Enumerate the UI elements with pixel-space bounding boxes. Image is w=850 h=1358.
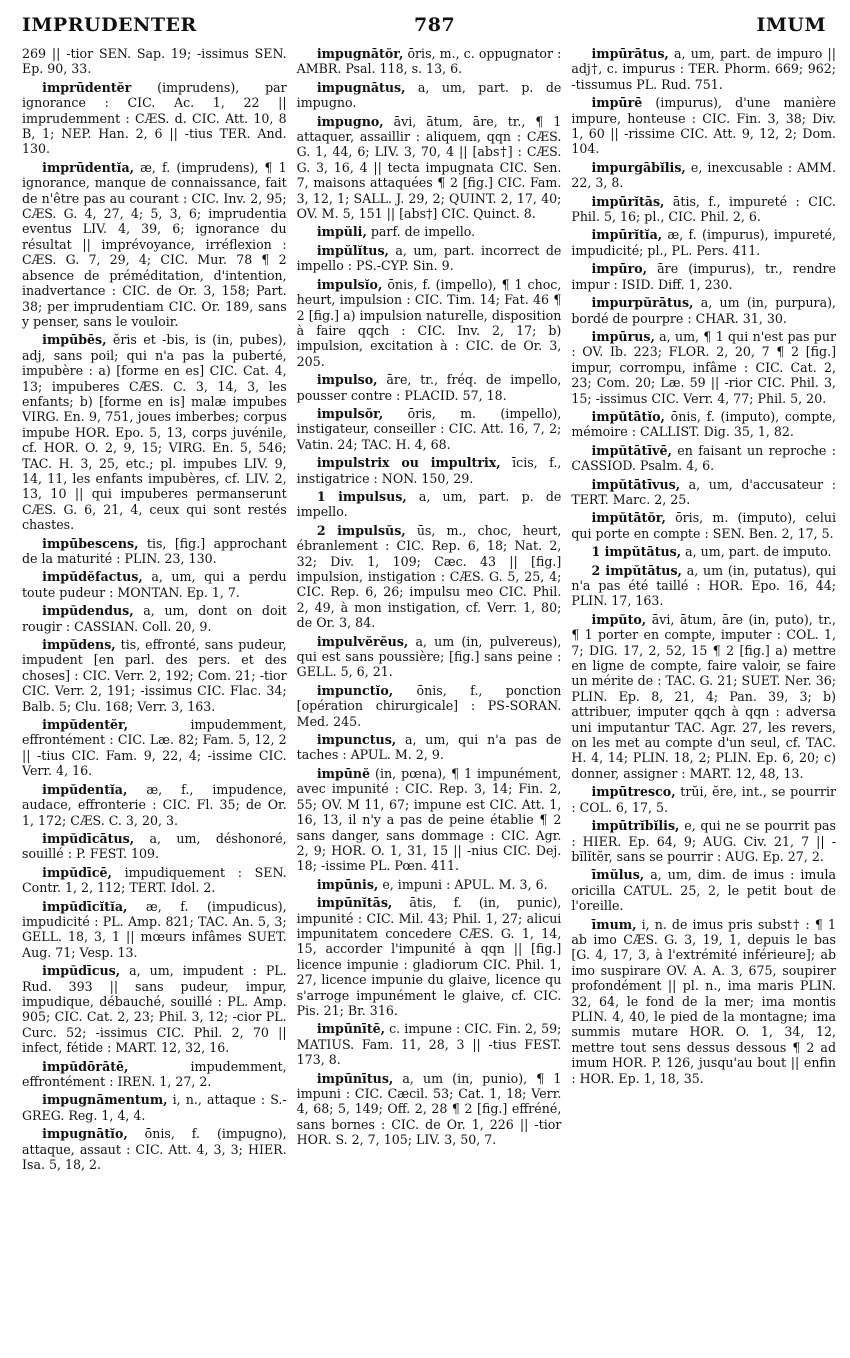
entry-headword: 2 impŭtātus,: [591, 562, 682, 578]
column-left: [22, 46, 287, 1175]
entry-headword: impŭlĭtus,: [316, 242, 389, 258]
entry-headword: impūbēs,: [42, 332, 107, 348]
entry-headword: impūnĭtās,: [316, 895, 393, 911]
entry-definition: a, um, part. de imputo.: [681, 544, 832, 560]
dictionary-entry: [571, 477, 836, 508]
entry-definition: a, um (in, purpura), bordé de pourpre : CHAR. 31, 30.: [571, 295, 837, 326]
entry-definition: tis, [fig.] approchant de la maturité : PLIN. 23, 130.: [22, 535, 287, 566]
entry-definition: i, n., attaque : S.-GREG. Reg. 1, 4, 4.: [22, 1092, 287, 1123]
dictionary-entry: [22, 1059, 287, 1090]
entry-definition: (imprudens), par ignorance : CIC. Ac. 1, 22 || imprudemment : CÆS. d. CIC. Att. 10, 8 B, 1; NEP. Han. 2, 6 || -tius TER. And. 130.: [22, 79, 287, 157]
entry-definition: ātis, f., impureté : CIC. Phil. 5, 16; pl., CIC. Phil. 2, 6.: [571, 193, 837, 225]
entry-definition: impudemment, effrontément : IREN. 1, 27, 2.: [22, 1058, 287, 1089]
entry-headword: impŭtātīvē,: [591, 442, 672, 458]
dictionary-entry: [297, 634, 562, 680]
entry-headword: impūnĕ: [316, 765, 371, 781]
dictionary-entry: [297, 224, 562, 239]
dictionary-entry: [22, 569, 287, 600]
dictionary-entry: [297, 895, 562, 1018]
entry-definition: ōnis, f. (impello), ¶ 1 choc, heurt, impulsion : CIC. Tim. 14; Fat. 46 ¶ 2 [fig.] a) impulsion naturelle, disposition à faire qqch : CIC. Inv. 2, 17; b) impulsion, excitation à : CIC. de Or. 3, 205.: [296, 276, 562, 369]
entry-headword: impŭdentĕr,: [42, 717, 129, 733]
dictionary-entry: [297, 80, 562, 111]
dictionary-entry: [22, 332, 287, 532]
entry-headword: imprūdentĕr: [42, 79, 132, 95]
dictionary-entry: [22, 963, 287, 1055]
entry-definition: a, um, dim. de imus : imula oricilla CATUL. 25, 2, le petit bout de l'oreille.: [571, 867, 837, 914]
entry-definition: a, um, d'accusateur : TERT. Marc. 2, 25.: [571, 476, 837, 507]
entry-headword: impŭdīcātus,: [42, 830, 135, 846]
entry-definition: a, um (in, pulvereus), qui est sans poussière; [fig.] sans peine : GELL. 5, 6, 21.: [296, 633, 562, 680]
entry-headword: impŭdentĭa,: [42, 781, 128, 797]
dictionary-entry: [297, 1021, 562, 1067]
dictionary-entry: [297, 489, 562, 520]
entry-definition: a, um, part. p. de impello.: [296, 488, 562, 520]
dictionary-entry: [297, 372, 562, 403]
entry-headword: impūnītē,: [316, 1021, 386, 1037]
dictionary-entry: [571, 95, 836, 157]
text-columns: [22, 46, 836, 1175]
entry-definition: impudiquement : SEN. Contr. 1, 2, 112; TERT. Idol. 2.: [22, 864, 287, 896]
entry-definition: a, um, part. incorrect de impello : PS.-CYP. Sin. 9.: [296, 242, 562, 274]
dictionary-entry: [22, 160, 287, 329]
running-header: [22, 8, 836, 46]
entry-headword: impŭli,: [316, 224, 367, 240]
entry-definition: īcis, f., instigatrice : NON. 150, 29.: [296, 455, 562, 486]
dictionary-entry: [571, 295, 836, 326]
entry-definition: (impurus), d'une manière impure, honteuse : CIC. Fin. 3, 38; Div. 1, 60 || -rissime CIC. Att. 9, 12, 2; Dom. 104.: [571, 95, 837, 157]
entry-headword: impūrē: [591, 95, 643, 111]
entry-headword: impŭdōrātē,: [42, 1058, 129, 1074]
column-middle: [297, 46, 562, 1175]
entry-definition: ōris, m., c. oppugnator : AMBR. Psal. 118, s. 13, 6.: [296, 46, 562, 77]
dictionary-entry: [22, 1092, 287, 1123]
entry-definition: āre (impurus), tr., rendre impur : ISID. Diff. 1, 230.: [571, 261, 837, 292]
dictionary-entry: [297, 683, 562, 729]
entry-definition: (in, pœna), ¶ 1 impunément, avec impunité : CIC. Rep. 3, 14; Fin. 2, 55; OV. M 11, 67; impune est CIC. Att. 1, 16, 13, il n'y a pas de peine établie ¶ 2 sans danger, sans dommage : CIC. Agr. 2, 9; HOR. O. 1, 31, 15 || -nius CIC. Dej. 18; -issime PL. Pœn. 411.: [296, 765, 562, 874]
entry-definition: a, um, part. p. de impugno.: [296, 79, 562, 111]
dictionary-entry: [297, 406, 562, 452]
entry-headword: impŭtātĭo,: [591, 408, 665, 424]
dictionary-entry: [297, 732, 562, 763]
entry-headword: impūtrĭbĭlis,: [591, 818, 680, 834]
entry-definition: āre, tr., fréq. de impello, pousser contre : PLACID. 57, 18.: [296, 372, 562, 403]
dictionary-entry: [571, 227, 836, 258]
column-right: [571, 46, 836, 1175]
entry-definition: i, n. de imus pris subst† : ¶ 1 ab imo CÆS. G. 3, 19, 1, depuis le bas [G. 4, 17, 3, à l'extrémité inférieure]; ab imo suspirare OV. A. A. 3, 675, soupirer profondément || pl. n., ima maris PLIN. 32, 64, le fond de la mer; ima montis PLIN. 4, 40, le pied de la montagne; ima summis mutare HOR. O. 1, 34, 12, mettre tout sens dessus dessous ¶ 2 ad imum HOR. P. 126, jusqu'au bout || enfin : HOR. Ep. 1, 18, 35.: [571, 916, 837, 1086]
dictionary-entry: [571, 46, 836, 92]
dictionary-entry: [571, 329, 836, 406]
dictionary-entry: [571, 409, 836, 440]
entry-definition: e, impuni : APUL. M. 3, 6.: [378, 876, 548, 892]
entry-definition: c. impune : CIC. Fin. 2, 59; MATIUS. Fam. 11, 28, 3 || -tius FEST. 173, 8.: [296, 1021, 562, 1068]
entry-definition: a, um, qui a perdu toute pudeur : MONTAN. Ep. 1, 7.: [22, 569, 287, 600]
entry-headword: impugnātus,: [316, 79, 406, 95]
entry-definition: æ, f., impudence, audace, effronterie : CIC. Fl. 35; de Or. 1, 172; CÆS. C. 3, 20, 3.: [22, 781, 287, 828]
entry-headword: impŭdīcĭtĭa,: [42, 898, 128, 914]
entry-definition: æ, f. (impurus), impureté, impudicité; pl., PL. Pers. 411.: [571, 227, 837, 258]
dictionary-entry: [22, 46, 287, 77]
entry-definition: āvi, ātum, āre (in, puto), tr., ¶ 1 porter en compte, imputer : COL. 1, 7; DIG. 17, 2, 52, 15 ¶ 2 [fig.] a) mettre en ligne de compte, faire valoir, se faire un mérite de : TAC. G. 21; SUET. Ner. 36; PLIN. Ep. 8, 21, 4; Pan. 39, 3; b) attribuer, imputer qqch à qqn : adversa uni imputantur TAC. Agr. 27, les revers, on les met au compte d'un seul, cf. TAC. H. 4, 14; PLIN. 18, 2; PLIN. Ep. 6, 20; c) donner, assigner : MART. 12, 48, 13.: [571, 611, 837, 781]
entry-definition: a, um, qui n'a pas de taches : APUL. M. 2, 9.: [296, 732, 562, 763]
first-headword-guide: IMPRUDENTER: [22, 14, 197, 36]
dictionary-entry: [297, 114, 562, 222]
entry-headword: impunctĭo,: [316, 682, 394, 698]
entry-headword: imprūdentĭa,: [42, 159, 134, 175]
entry-headword: impūnis,: [316, 876, 379, 892]
entry-definition: tis, effronté, sans pudeur, impudent [en parl. des pers. et des choses] : CIC. Verr. 2, 192; Com. 21; -tior CIC. Verr. 2, 191; -issimus CIC. Flac. 34; Balb. 5; Clu. 168; Verr. 3, 163.: [22, 637, 287, 714]
entry-definition: ĕris et -bis, is (in, pubes), adj, sans poil; qui n'a pas la puberté, impubère : a) [forme en es] CIC. Cat. 4, 13; impuberes CÆS. C. 3, 14, 3, les enfants; b) [forme en is] malæ impubes VIRG. En. 9, 751, joues imberbes; corpus impube HOR. Epo. 5, 13, corps juvénile, cf. HOR. O. 2, 9, 15; VIRG. En. 5, 546; TAC. H. 3, 25, etc.; pl. impubes LIV. 9, 14, 11, les enfants impubères, cf. LIV. 2, 13, 10 || qui impuberes permanserunt CÆS. G. 6, 21, 4, ceux qui sont restés chastes.: [22, 332, 287, 533]
entry-definition: en faisant un reproche : CASSIOD. Psalm. 4, 6.: [571, 442, 837, 474]
entry-headword: impūrātus,: [591, 46, 669, 61]
entry-headword: impulstrix ou impultrix,: [316, 455, 501, 471]
dictionary-entry: [571, 818, 836, 864]
entry-definition: æ, f. (imprudens), ¶ 1 ignorance, manque de connaissance, fait de n'être pas au courant : CIC. Inv. 2, 95; CÆS. G. 4, 27, 4; 5, 3, 6; imprudentia eventus LIV. 4, 39, 6; ignorance du résultat || imprévoyance, irréflexion : CÆS. G. 7, 29, 4; CIC. Mur. 78 ¶ 2 absence de préméditation, d'intention, inadvertance : CIC. de Or. 3, 158; Part. 38; per imprudentiam CIC. Or. 189, sans y penser, sans le vouloir.: [22, 159, 287, 329]
entry-headword: 1 impŭtātus,: [591, 544, 682, 560]
dictionary-entry: [297, 877, 562, 892]
last-headword-guide: IMUM: [756, 14, 826, 36]
entry-definition: e, qui ne se pourrit pas : HIER. Ep. 64, 9; AUG. Civ. 21, 7 || -bĭlĭtĕr, sans se pourrir : AUG. Ep. 27, 2.: [571, 818, 837, 864]
entry-headword: impŭtātīvus,: [591, 476, 681, 492]
dictionary-entry: [22, 603, 287, 634]
entry-headword: impŭdĕfactus,: [42, 569, 143, 585]
entry-headword: impūrus,: [591, 328, 655, 344]
entry-headword: impugno,: [316, 113, 384, 129]
entry-definition: āvi, ātum, āre, tr., ¶ 1 attaquer, assaillir : aliquem, qqn : CÆS. G. 1, 44, 6; LIV. 3, 70, 4 || [abs†] : CÆS. G. 3, 16, 4 || tecta impugnata CIC. Sen. 7, maisons attaquées ¶ 2 [fig.] CIC. Fam. 3, 12, 1; SALL. J. 29, 2; QUINT. 2, 17, 40; OV. M. 5, 151 || [abs†] CIC. Quinct. 8.: [296, 113, 562, 222]
entry-headword: impŭdīcē,: [42, 864, 112, 880]
entry-headword: impurpŭrātus,: [591, 295, 694, 311]
dictionary-entry: [297, 46, 562, 77]
entry-headword: 2 impulsŭs,: [316, 522, 406, 538]
dictionary-entry: [571, 510, 836, 541]
entry-definition: e, inexcusable : AMM. 22, 3, 8.: [571, 159, 837, 191]
entry-definition: a, um, ¶ 1 qui n'est pas pur : OV. Ib. 223; FLOR. 2, 20, 7 ¶ 2 [fig.] impur, corrompu, infâme : CIC. Cat. 2, 23; Com. 20; Læ. 59 || -rior CIC. Phil. 3, 15; -issimus CIC. Verr. 4, 77; Phil. 5, 20.: [571, 328, 837, 406]
dictionary-entry: [297, 1071, 562, 1148]
dictionary-entry: [297, 523, 562, 631]
entry-headword: īmum,: [591, 916, 637, 932]
entry-definition: ōris, m. (impello), instigateur, conseiller : CIC. Att. 16, 7, 2; Vatin. 24; TAC. H. 4, 68.: [296, 405, 562, 452]
dictionary-entry: [297, 277, 562, 369]
entry-definition: impudemment, effrontément : CIC. Læ. 82; Fam. 5, 12, 2 || -tius CIC. Fam. 9, 22, 4; -issime CIC. Verr. 4, 16.: [22, 717, 287, 779]
entry-definition: ātis, f. (in, punic), impunité : CIC. Mil. 43; Phil. 1, 27; alicui impunitatem concedere CÆS. G. 1, 14, 15, accorder l'impunité à qqn || [fig.] licence impunie : gladiorum CIC. Phil. 1, 27, licence impunie du glaive, licence qu s'arroge impunément le glaive, cf. CIC. Pis. 21; Br. 316.: [296, 895, 562, 1018]
entry-definition: ōris, m. (imputo), celui qui porte en compte : SEN. Ben. 2, 17, 5.: [571, 510, 837, 541]
entry-definition: ūs, m., choc, heurt, ébranlement : CIC. Rep. 6, 18; Nat. 2, 32; Div. 1, 109; Cæc. 43 || [fig.] impulsion, instigation : CÆS. G. 5, 25, 4; CIC. Rep. 6, 26; impulsu meo CIC. Phil. 2, 49, à mon instigation, cf. Verr. 1, 80; de Or. 3, 84.: [296, 522, 562, 631]
entry-headword: impŭdendus,: [42, 603, 134, 619]
entry-definition: ōnis, f. (impugno), attaque, assaut : CIC. Att. 4, 3, 3; HIER. Isa. 5, 18, 2.: [22, 1126, 287, 1173]
dictionary-entry: [22, 865, 287, 896]
dictionary-entry: [22, 637, 287, 714]
dictionary-entry: [571, 612, 836, 781]
dictionary-entry: [22, 536, 287, 567]
entry-headword: impūrĭtās,: [591, 193, 665, 209]
entry-headword: impŭto,: [591, 611, 647, 627]
entry-headword: impŭtātŏr,: [591, 510, 666, 526]
dictionary-entry: [297, 243, 562, 274]
entry-headword: impŭdīcus,: [42, 963, 121, 979]
entry-headword: impulvĕrĕus,: [316, 633, 409, 649]
page-number: 787: [414, 14, 456, 36]
dictionary-entry: [22, 782, 287, 828]
entry-definition: parf. de impello.: [366, 224, 476, 240]
dictionary-entry: [571, 194, 836, 225]
entry-definition: ōnis, f., ponction [opération chirurgicale] : PS-SORAN. Med. 245.: [296, 682, 562, 729]
entry-headword: impulsĭo,: [316, 276, 383, 292]
dictionary-entry: [297, 766, 562, 874]
dictionary-entry: [571, 443, 836, 474]
dictionary-entry: [571, 544, 836, 559]
dictionary-entry: [571, 261, 836, 292]
entry-definition: a, um (in, putatus), qui n'a pas été taillé : HOR. Epo. 16, 44; PLIN. 17, 163.: [571, 562, 837, 609]
dictionary-entry: [22, 831, 287, 862]
dictionary-entry: [571, 563, 836, 609]
entry-definition: trŭi, ĕre, int., se pourrir : COL. 6, 17, 5.: [571, 784, 837, 815]
entry-headword: impugnātĭo,: [42, 1126, 128, 1142]
entry-headword: impūtresco,: [591, 784, 676, 800]
entry-headword: impūbescens,: [42, 535, 139, 551]
entry-headword: impunctus,: [316, 732, 397, 748]
entry-definition: a, um (in, punio), ¶ 1 impuni : CIC. Cæcil. 53; Cat. 1, 18; Verr. 4, 68; 5, 149; Off. 2, 28 ¶ 2 [fig.] effréné, sans bornes : CIC. de Or. 1, 226 || -tior HOR. S. 2, 7, 105; LIV. 3, 50, 7.: [296, 1070, 562, 1148]
entry-definition: ōnis, f. (imputo), compte, mémoire : CALLIST. Dig. 35, 1, 82.: [571, 408, 837, 440]
dictionary-entry: [571, 917, 836, 1086]
dictionary-entry: [571, 160, 836, 191]
entry-definition: a, um, part. de impuro || adj†, c. impurus : TER. Phorm. 669; 962; -tissumus PL. Rud. 751.: [571, 46, 837, 92]
dictionary-entry: [22, 717, 287, 779]
entry-headword: impulsŏr,: [316, 405, 384, 421]
dictionary-entry: [571, 867, 836, 913]
entry-headword: impugnātŏr,: [316, 46, 404, 61]
entry-definition: a, um, impudent : PL. Rud. 393 || sans pudeur, impur, impudique, débauché, souillé : PL. Amp. 905; CIC. Cat. 2, 23; Phil. 3, 12; -cior PL. Curc. 52; -issimus CIC. Phil. 2, 70 || infect, fétide : MART. 12, 32, 16.: [22, 963, 287, 1056]
entry-definition: 269 || -tior SEN. Sap. 19; -issimus SEN. Ep. 90, 33.: [22, 46, 287, 77]
entry-headword: impūrĭtĭa,: [591, 227, 663, 243]
entry-definition: æ, f. (impudicus), impudicité : PL. Amp. 821; TAC. An. 5, 3; GELL. 18, 3, 1 || mœurs infâmes SUET. Aug. 71; Vesp. 13.: [22, 898, 287, 960]
entry-headword: impūro,: [591, 261, 647, 277]
entry-definition: a, um, déshonoré, souillé : P. FEST. 109.: [22, 830, 287, 862]
entry-definition: a, um, dont on doit rougir : CASSIAN. Coll. 20, 9.: [22, 603, 287, 634]
entry-headword: īmŭlus,: [591, 867, 645, 883]
entry-headword: impŭdens,: [42, 637, 116, 653]
entry-headword: impulso,: [316, 372, 378, 388]
dictionary-entry: [22, 80, 287, 157]
dictionary-entry: [297, 455, 562, 486]
dictionary-entry: [22, 899, 287, 961]
entry-headword: impugnāmentum,: [42, 1092, 168, 1108]
entry-headword: impurgābĭlis,: [591, 159, 686, 175]
dictionary-entry: [571, 784, 836, 815]
entry-headword: impūnītus,: [316, 1070, 394, 1086]
dictionary-entry: [22, 1126, 287, 1172]
entry-headword: 1 impulsus,: [316, 488, 407, 504]
